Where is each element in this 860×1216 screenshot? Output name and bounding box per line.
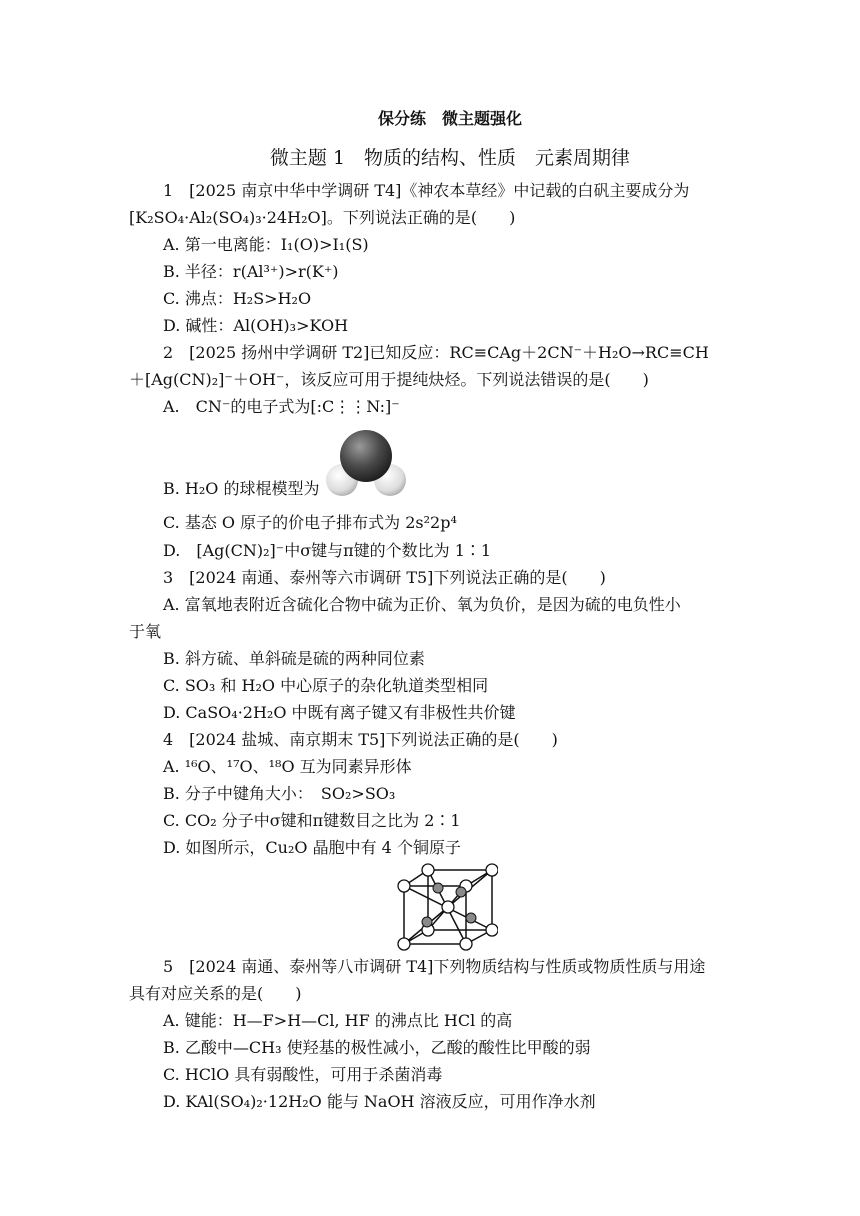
q2-option-d: D. [Ag(CN)₂]⁻中σ键与π键的个数比为 1∶1: [163, 541, 492, 560]
q4-option-c: C. CO₂ 分子中σ键和π键数目之比为 2∶1: [163, 811, 461, 830]
topic-title: 微主题 1 物质的结构、性质 元素周期律: [269, 147, 631, 169]
q4-stem: 4 [2024 盐城、南京期末 T5]下列说法正确的是( ): [163, 730, 558, 749]
q2-option-a: A. CN⁻的电子式为[:C⋮⋮N:]⁻: [163, 397, 400, 416]
q1-stem-line1: 1 [2025 南京中华中学调研 T4]《神农本草经》中记载的白矾主要成分为: [163, 181, 690, 200]
q5-option-b: B. 乙酸中—CH₃ 使羟基的极性减小，乙酸的酸性比甲酸的弱: [163, 1038, 591, 1057]
q3-stem: 3 [2024 南通、泰州等六市调研 T5]下列说法正确的是( ): [163, 568, 606, 587]
q4-option-b: B. 分子中键角大小： SO₂>SO₃: [163, 784, 396, 803]
q1-stem-line2: [K₂SO₄·Al₂(SO₄)₃·24H₂O]。下列说法正确的是( ): [129, 208, 516, 227]
q4-option-d: D. 如图所示，Cu₂O 晶胞中有 4 个铜原子: [163, 838, 461, 857]
q3-option-a-line2: 于氧: [129, 622, 162, 641]
q5-option-c: C. HClO 具有弱酸性，可用于杀菌消毒: [163, 1065, 443, 1084]
q2-option-b: B. H₂O 的球棍模型为: [163, 479, 320, 498]
q2-option-c: C. 基态 O 原子的价电子排布式为 2s²2p⁴: [163, 513, 457, 532]
q4-option-a: A. ¹⁶O、¹⁷O、¹⁸O 互为同素异形体: [163, 757, 412, 776]
q5-option-d: D. KAl(SO₄)₂·12H₂O 能与 NaOH 溶液反应，可用作净水剂: [163, 1092, 596, 1111]
q3-option-c: C. SO₃ 和 H₂O 中心原子的杂化轨道类型相同: [163, 676, 489, 695]
q3-option-a-line1: A. 富氧地表附近含硫化合物中硫为正价、氧为负价，是因为硫的电负性小: [163, 595, 681, 614]
q1-option-b: B. 半径：r(Al³⁺)>r(K⁺): [163, 262, 339, 281]
q1-option-c: C. 沸点：H₂S>H₂O: [163, 289, 312, 308]
q3-option-d: D. CaSO₄·2H₂O 中既有离子键又有非极性共价键: [163, 703, 516, 722]
section-title: 保分练 微主题强化: [377, 109, 522, 128]
q3-option-b: B. 斜方硫、单斜硫是硫的两种同位素: [163, 649, 425, 668]
q5-option-a: A. 键能：H—F>H—Cl, HF 的沸点比 HCl 的高: [163, 1011, 513, 1030]
q1-option-a: A. 第一电离能：I₁(O)>I₁(S): [163, 235, 369, 254]
oxygen-atom: [340, 430, 392, 482]
q2-stem-line2: ＋[Ag(CN)₂]⁻＋OH⁻，该反应可用于提纯炔烃。下列说法错误的是( ): [129, 370, 649, 389]
q2-stem-line1: 2 [2025 扬州中学调研 T2]已知反应：RC≡CAg＋2CN⁻＋H₂O→RC≡CH: [163, 343, 709, 362]
q5-stem-line2: 具有对应关系的是( ): [129, 984, 302, 1003]
h2o-ball-stick-model-figure: [322, 426, 410, 502]
cu2o-unit-cell-figure: [394, 860, 498, 954]
q5-stem-line1: 5 [2024 南通、泰州等八市调研 T4]下列物质结构与性质或物质性质与用途: [163, 957, 706, 976]
q1-option-d: D. 碱性：Al(OH)₃>KOH: [163, 316, 349, 335]
